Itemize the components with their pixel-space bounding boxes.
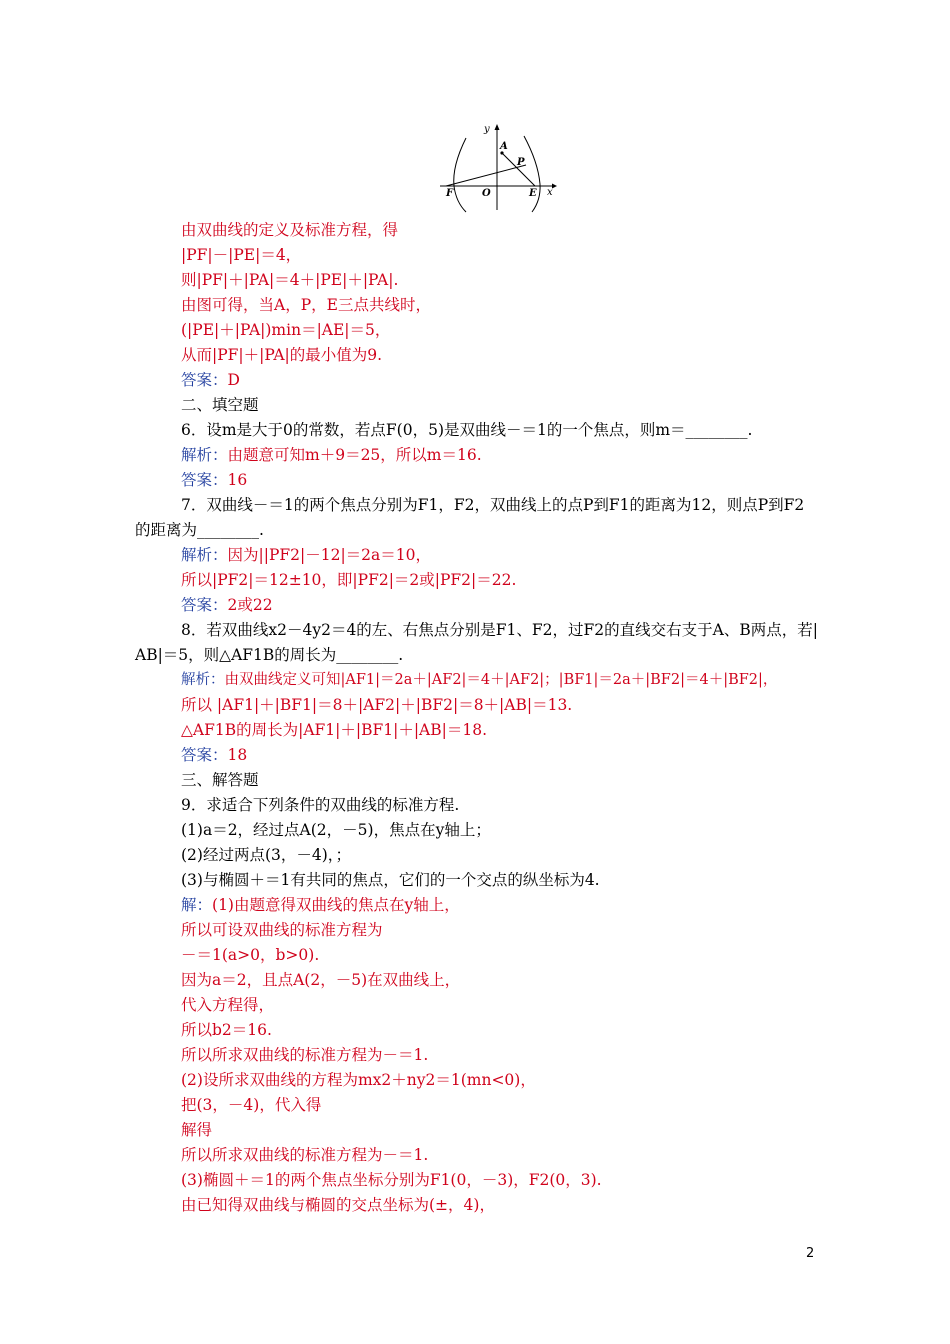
solution-line: 因为a＝2，且点A(2，－5)在双曲线上， [181,971,461,989]
answer-value: D [227,371,240,389]
right-branch [524,136,540,212]
solution-line: |PF|－|PE|＝4， [181,246,302,264]
solution-line: 由双曲线的定义及标准方程，得 [181,221,399,239]
solution-line: 所以可设双曲线的标准方程为 [181,921,383,939]
question-line: 9．求适合下列条件的双曲线的标准方程. [181,796,460,814]
solution-line: 所以 |AF1|＋|BF1|＝8＋|AF2|＋|BF2|＝8＋|AB|＝13. [181,696,573,714]
analysis-value: 因为||PF2|－12|＝2a＝10， [227,546,431,564]
answer-line [181,745,247,765]
analysis-label: 解析： [181,672,225,688]
question-line: (2)经过两点(3，－4)，； [181,846,352,864]
solution-value: (1)由题意得双曲线的焦点在y轴上， [212,896,460,914]
analysis-label: 解析： [181,546,228,564]
x-axis-arrow [552,184,557,189]
answer-value: 2或22 [227,596,273,614]
answer-value: 16 [227,471,248,489]
line-fp [446,165,526,186]
answer-label: 答案： [181,471,228,489]
solution-line: 由已知得双曲线与椭圆的交点坐标为(±，4)， [181,1196,495,1214]
label-a: A [500,141,508,152]
solution-line: －＝1(a>0，b>0). [181,946,320,964]
y-axis-arrow [495,124,500,130]
solution-line: (|PE|＋|PA|)min＝|AE|＝5， [181,321,391,339]
solution-line: 把(3，－4)，代入得 [181,1096,322,1114]
solution-line: 所以所求双曲线的标准方程为－＝1. [181,1046,429,1064]
answer-line [181,370,240,390]
left-branch [454,138,466,212]
solution-line: △AF1B的周长为|AF1|＋|BF1|＋|AB|＝18. [181,721,488,739]
solution-line: 解得 [181,1121,213,1139]
answer-label: 答案： [181,596,228,614]
solution-line: 从而|PF|＋|PA|的最小值为9. [181,346,383,364]
answer-label: 答案： [181,746,228,764]
label-e: E [529,188,537,199]
label-y: y [484,124,490,135]
question-line: 6．设m是大于0的常数，若点F(0，5)是双曲线－＝1的一个焦点，则m＝________. [181,421,753,439]
analysis-value: 由双曲线定义可知|AF1|＝2a＋|AF2|＝4＋|AF2|；|BF1|＝2a＋|BF2|＝4＋|BF2|， [224,672,778,688]
solution-line: 所以|PF2|＝12±10，即|PF2|＝2或|PF2|＝22. [181,571,517,589]
question-line: (1)a＝2，经过点A(2，－5)，焦点在y轴上； [181,821,491,839]
analysis-line [181,445,482,465]
question-line: 7．双曲线－＝1的两个焦点分别为F1，F2，双曲线上的点P到F1的距离为12，则点P到F2 [181,496,805,514]
label-p: P [517,157,525,168]
question-line: AB|＝5，则△AF1B的周长为________. [135,646,404,664]
solution-heading-line [181,895,460,915]
question-line: 的距离为________. [135,521,264,539]
label-x: x [547,187,553,198]
answer-line [181,595,273,615]
hyperbola-diagram [438,118,558,214]
section-heading: 二、填空题 [181,396,259,414]
solution-label: 解： [181,896,213,914]
solution-line: 所以b2＝16. [181,1021,272,1039]
solution-line: 代入方程得， [181,996,275,1014]
hyperbola-figure [438,118,558,214]
analysis-line [181,545,431,565]
analysis-label: 解析： [181,446,228,464]
label-f: F [446,188,454,199]
analysis-line [181,670,777,690]
answer-value: 18 [227,746,248,764]
answer-line [181,470,247,490]
question-line: 8．若双曲线x2－4y2＝4的左、右焦点分别是F1、F2，过F2的直线交右支于A、B两点，若| [181,621,818,639]
question-line: (3)与椭圆＋＝1有共同的焦点，它们的一个交点的纵坐标为4. [181,871,600,889]
analysis-value: 由题意可知m＋9＝25，所以m＝16. [227,446,482,464]
solution-line: 所以所求双曲线的标准方程为－＝1. [181,1146,429,1164]
page-number: 2 [806,1246,815,1261]
solution-line: 则|PF|＋|PA|＝4＋|PE|＋|PA|. [181,271,399,289]
label-o: O [482,188,491,199]
answer-label: 答案： [181,371,228,389]
solution-line: (3)椭圆＋＝1的两个焦点坐标分别为F1(0，－3)，F2(0，3). [181,1171,602,1189]
solution-line: 由图可得，当A，P，E三点共线时， [181,296,431,314]
solution-line: (2)设所求双曲线的方程为mx2＋ny2＝1(mn<0)， [181,1071,536,1089]
section-heading: 三、解答题 [181,771,259,789]
